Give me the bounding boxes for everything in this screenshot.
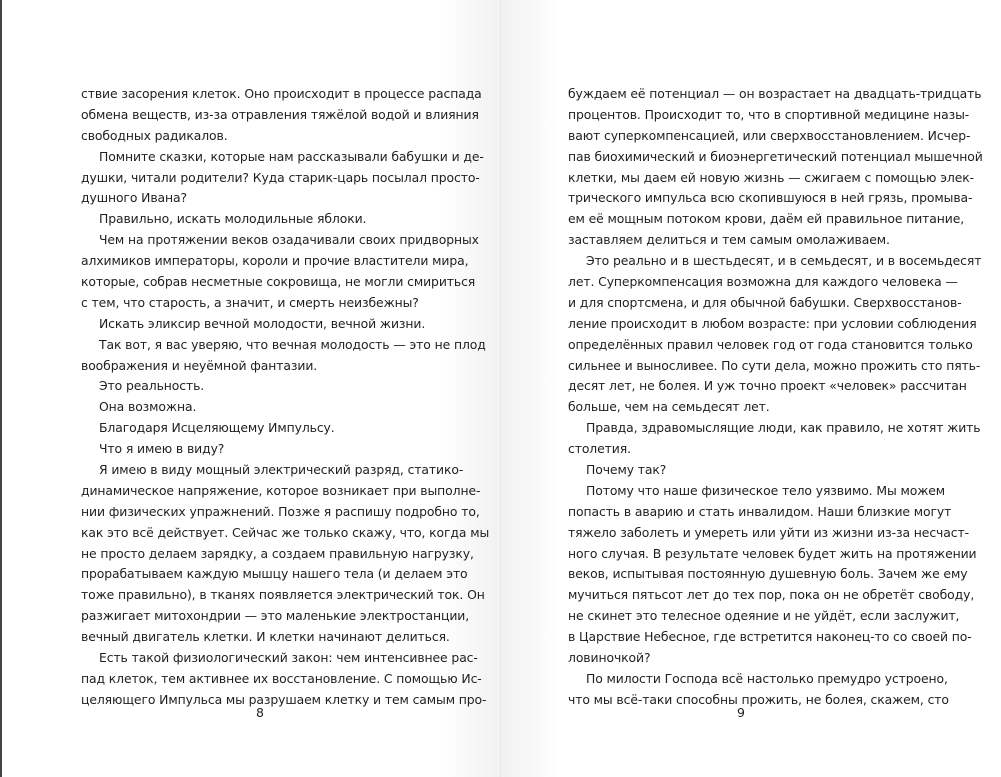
text-line: десят лет, не болея. И уж точно проект «человек» рассчитан [568,378,967,394]
text-line: заставляем делиться и тем самым омолаживаем. [568,232,890,248]
text-line: алхимиков императоры, короли и прочие властители мира, [81,253,469,269]
text-line: пад клеток, тем активнее их восстановление. С помощью Ис- [81,670,482,686]
text-line: больше, чем на семьдесят лет. [568,399,770,415]
text-line: в Царствие Небесное, где встретится наконец-то со своей по- [568,629,972,645]
right-page [501,0,1001,777]
text-line: Правда, здравомыслящие люди, как правило, не хотят жить [586,420,981,436]
text-line: Это реально и в шестьдесят, и в семьдесят, и в восемьдесят [586,253,982,269]
text-line: Искать эликсир вечной молодости, вечной жизни. [99,315,426,331]
text-line: ствие засорения клеток. Оно происходит в процессе распада [81,86,482,101]
text-line: вечный двигатель клетки. И клетки начинают делиться. [81,629,450,645]
text-line: веков, испытывая постоянную душевную боль. Зачем же ему [568,566,968,582]
text-line: тяжело заболеть и умереть или уйти из жизни из-за несчаст- [568,524,969,540]
text-line: По милости Господа всё настолько премудро устроено, [586,670,948,686]
text-line: Потому что наше физическое тело уязвимо. Мы можем [586,482,946,498]
text-line: как это всё действует. Сейчас же только скажу, что, когда мы [81,524,490,540]
text-line: мучиться пятьсот лет до тех пор, пока он не обретёт свободу, [568,587,975,603]
text-line: что мы всё-таки способны прожить, не болея, скажем, сто [568,691,949,707]
text-line: Чем на протяжении веков озадачивали своих придворных [99,232,479,248]
page-number-right: 9 [737,705,745,720]
text-line: свободных радикалов. [81,127,228,143]
text-line: трического импульса всю скопившуюся в ней грязь, промыва- [568,190,973,206]
text-line: прорабатываем каждую мышцу нашего тела (и делаем это [81,566,468,582]
text-line: Есть такой физиологический закон: чем интенсивнее рас- [99,650,478,666]
text-line: динамическое напряжение, которое возникает при выполне- [81,482,481,498]
page-number-left: 8 [256,705,264,720]
text-line: Почему так? [586,462,667,478]
right-page-text [568,84,983,711]
text-line: душного Ивана? [81,190,187,206]
text-line: Помните сказки, которые нам рассказывали бабушки и де- [99,148,484,164]
text-line: душки, читали родители? Куда старик-царь посылал просто- [81,169,480,185]
text-line: не просто делаем зарядку, а создаем правильную нагрузку, [81,545,474,561]
text-line: целяющего Импульса мы разрушаем клетку и тем самым про- [81,691,487,707]
text-line: не скинет это телесное одеяние и не уйдёт, если заслужит, [568,608,960,624]
text-line: ловиночкой? [568,650,651,666]
text-line: определённых правил человек год от года становится только [568,336,973,352]
text-line: Это реальность. [99,378,205,394]
text-line: Она возможна. [99,399,197,415]
text-line: обмена веществ, из-за отравления тяжёлой водой и влияния [81,106,479,122]
text-line: процентов. Происходит то, что в спортивной медицине назы- [568,106,970,122]
text-line: сильнее и выносливее. По сути дела, можно прожить сто пять- [568,357,981,373]
text-line: ем её мощным потоком крови, даём ей правильное питание, [568,211,965,227]
text-line: Что я имею в виду? [99,441,225,457]
text-line: Правильно, искать молодильные яблоки. [99,211,367,227]
text-line: лет. Суперкомпенсация возможна для каждого человека — [568,274,958,290]
text-line: столетия. [568,441,631,457]
page-edge [0,0,2,777]
text-line: разжигает митохондрии — это маленькие электростанции, [81,608,470,624]
text-line: Так вот, я вас уверяю, что вечная молодость — это не плод [99,336,486,352]
text-line: ление происходит в любом возрасте: при условии соблюдения [568,315,977,331]
text-line: воображения и неуёмной фантазии. [81,357,318,373]
text-line: буждаем её потенциал — он возрастает на двадцать-тридцать [568,86,982,101]
text-line: нии физических упражнений. Позже я распишу подробно то, [81,503,480,519]
text-line: попасть в аварию и стать инвалидом. Наши близкие могут [568,503,952,519]
text-line: клетки, мы даем ей новую жизнь — сжигаем с помощью элек- [568,169,975,185]
text-line: и для спортсмена, и для обычной бабушки. Сверхвосстанов- [568,294,962,310]
text-line: которые, собрав несметные сокровища, не могли смириться [81,274,476,290]
text-line: с тем, что старость, а значит, и смерть неизбежны? [81,294,419,310]
text-line: вают суперкомпенсацией, или сверхвосстановлением. Исчер- [568,127,971,143]
text-line: тоже правильно), в тканях появляется электрический ток. Он [81,587,485,603]
text-line: Я имею в виду мощный электрический разряд, статико- [99,462,464,478]
left-page-text [81,84,490,711]
text-line: пав биохимический и биоэнергетический потенциал мышечной [568,148,983,164]
text-line: Благодаря Исцеляющему Импульсу. [99,420,335,436]
text-line: ного случая. В результате человек будет жить на протяжении [568,545,977,561]
